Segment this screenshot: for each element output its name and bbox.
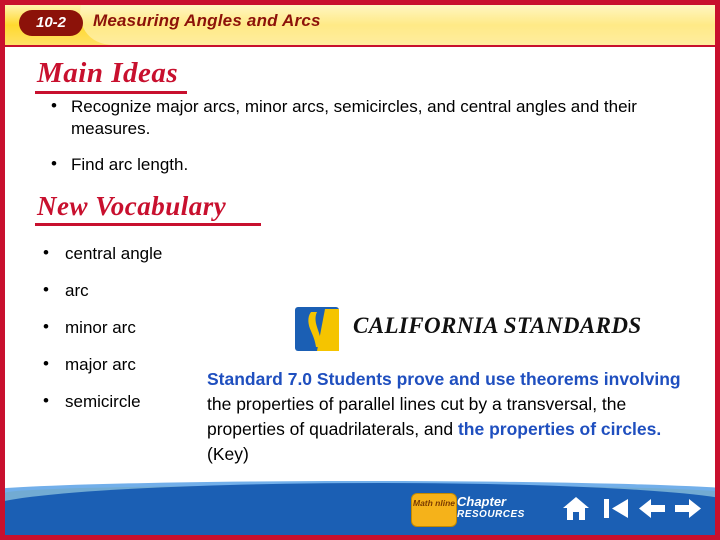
chapter-resources-label[interactable] — [457, 495, 525, 521]
new-vocabulary-underline — [35, 223, 261, 226]
slide-header — [5, 5, 715, 47]
next-button[interactable] — [673, 493, 703, 523]
main-ideas-list — [45, 96, 665, 190]
standard-segment-1: Standard 7.0 Students prove and use theorems involving — [207, 369, 681, 389]
standard-segment-3: the properties of circles. — [457, 419, 662, 439]
list-item: • arc — [37, 280, 267, 302]
previous-button[interactable] — [601, 493, 631, 523]
main-ideas-underline — [35, 91, 187, 94]
resources-label: RESOURCES — [457, 509, 525, 520]
lesson-number-badge: 10-2 — [19, 10, 83, 36]
main-ideas-heading: Main Ideas — [37, 57, 179, 89]
list-item: • semicircle — [37, 391, 267, 413]
footer-controls — [5, 479, 715, 535]
list-item: • Find arc length. — [45, 154, 665, 176]
arrow-right-icon — [673, 493, 703, 523]
list-item: • central angle — [37, 243, 267, 265]
list-item: • minor arc — [37, 317, 267, 339]
list-item: • Recognize major arcs, minor arcs, semicircles, and central angles and their measures. — [45, 96, 665, 140]
slide-footer — [5, 479, 715, 535]
new-vocabulary-heading: New Vocabulary — [37, 191, 227, 221]
back-button[interactable] — [637, 493, 667, 523]
chapter-label: Chapter — [457, 494, 507, 509]
math-online-badge[interactable]: Math nline — [411, 493, 457, 527]
california-standards-title: CALIFORNIA STANDARDS — [353, 313, 642, 338]
home-icon — [561, 493, 591, 523]
california-standards-text — [207, 367, 701, 467]
california-standards-block — [201, 305, 701, 464]
standard-segment-4: (Key) — [207, 444, 249, 464]
arrow-left-icon — [637, 493, 667, 523]
california-standards-header — [201, 305, 701, 351]
california-bear-icon — [295, 307, 343, 351]
home-button[interactable] — [561, 493, 591, 523]
standard-segment-2: the properties of parallel lines cut by a transversal, the properties of quadrilaterals, and — [207, 394, 627, 439]
list-item: • major arc — [37, 354, 267, 376]
arrow-left-bar-icon — [601, 493, 631, 523]
page-title: Measuring Angles and Arcs — [93, 11, 321, 30]
